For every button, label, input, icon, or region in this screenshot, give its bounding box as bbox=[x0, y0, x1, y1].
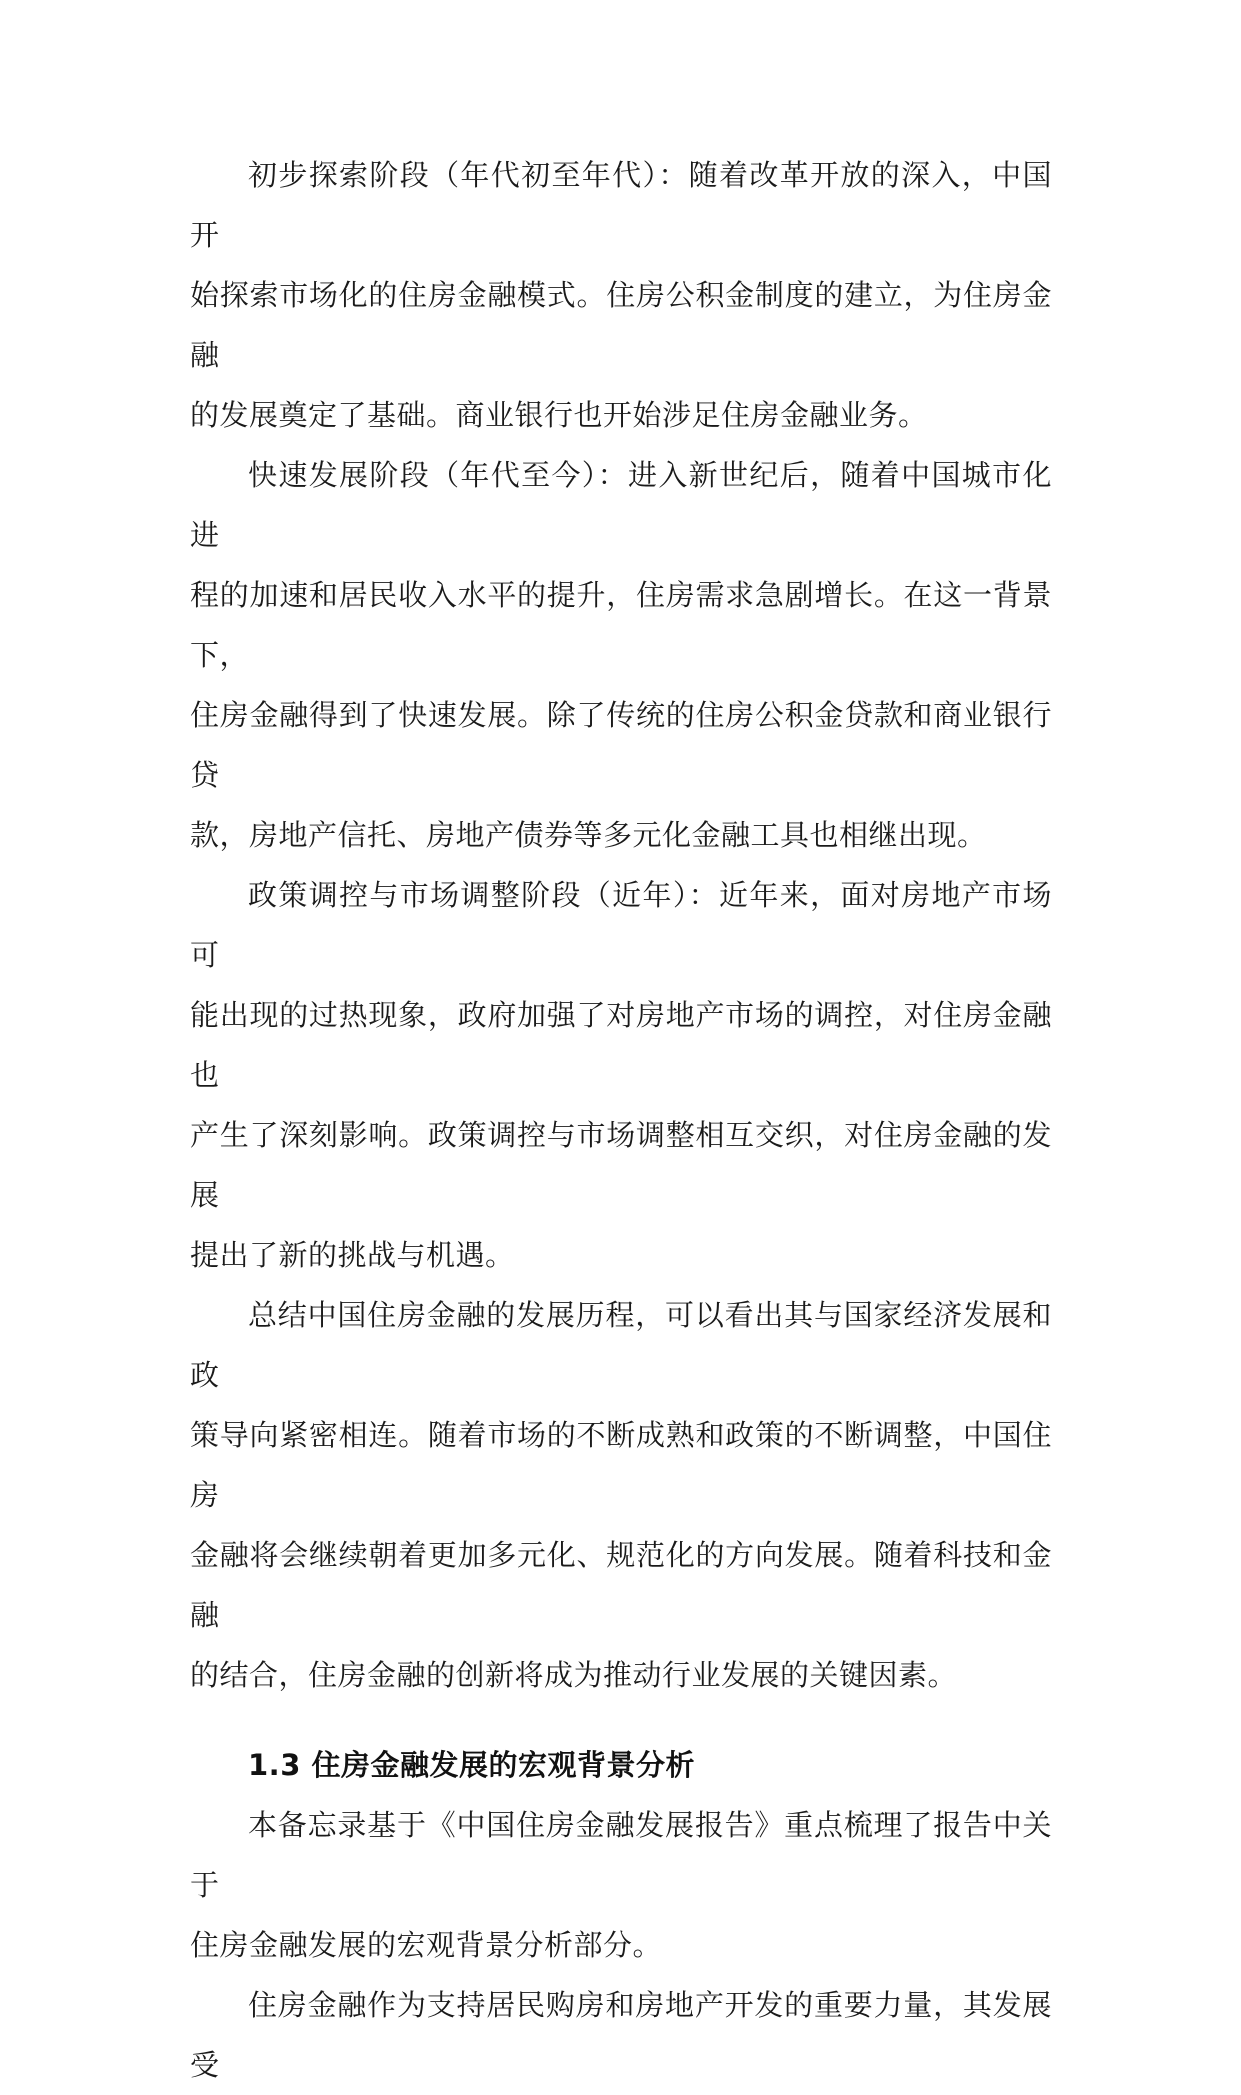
paragraph-housing-finance-role: 住房金融作为支持居民购房和房地产开发的重要力量，其发展受 bbox=[190, 1988, 1052, 2082]
paragraph-rapid-development: 快速发展阶段（年代至今）：进入新世纪后，随着中国城市化进 程的加速和居民收入水平的提升，住房需求急剧增长。在这一背景下， 住房金融得到了快速发展。除了传统的住房公积金贷款和商业银行贷 款，房地产信托、房地产债券等多元化金融工具也相继出现。 bbox=[190, 458, 1052, 852]
document-body bbox=[190, 145, 1052, 2095]
section-heading: 1.3 住房金融发展的宏观背景分析 bbox=[248, 1748, 695, 1782]
paragraph-policy-regulation: 政策调控与市场调整阶段（近年）：近年来，面对房地产市场可 能出现的过热现象，政府加强了对房地产市场的调控，对住房金融也 产生了深刻影响。政策调控与市场调整相互交织，对住房金融的发展 提出了新的挑战与机遇。 bbox=[190, 878, 1052, 1272]
paragraph-memo-basis: 本备忘录基于《中国住房金融发展报告》重点梳理了报告中关于 住房金融发展的宏观背景分析部分。 bbox=[190, 1808, 1052, 1962]
paragraph-initial-exploration: 初步探索阶段（年代初至年代）：随着改革开放的深入，中国开 始探索市场化的住房金融模式。住房公积金制度的建立，为住房金融 的发展奠定了基础。商业银行也开始涉足住房金融业务。 bbox=[190, 158, 1052, 432]
paragraph-summary: 总结中国住房金融的发展历程，可以看出其与国家经济发展和政 策导向紧密相连。随着市场的不断成熟和政策的不断调整，中国住房 金融将会继续朝着更加多元化、规范化的方向发展。随着科技和金融 的结合，住房金融的创新将成为推动行业发展的关键因素。 bbox=[190, 1298, 1052, 1692]
